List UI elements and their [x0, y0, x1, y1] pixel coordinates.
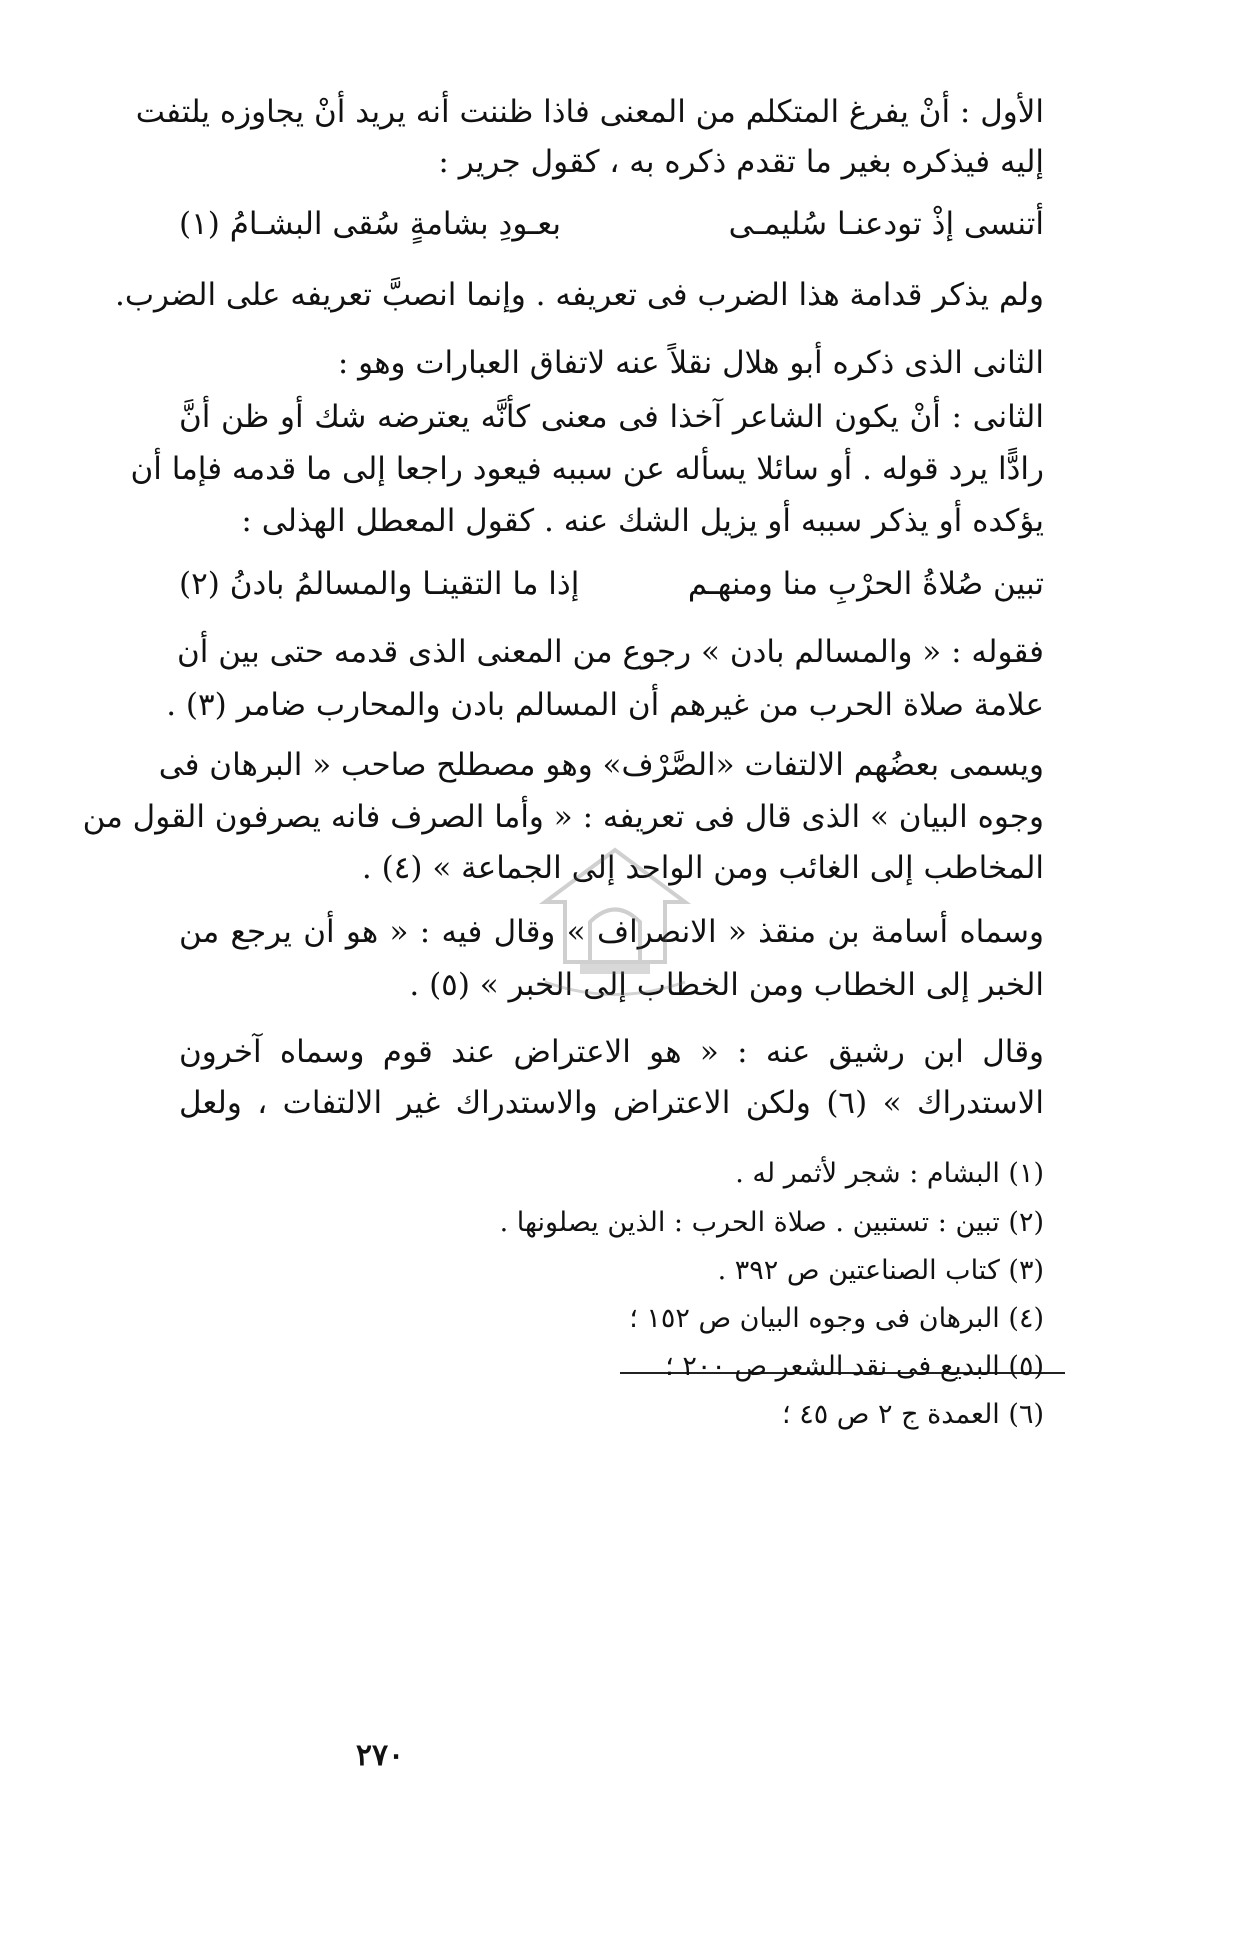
footnote: (٦) العمدة ج ٢ ص ٤٥ ؛ — [782, 1399, 1044, 1430]
body-line: إليه فيذكره بغير ما تقدم ذكره به ، كقول جرير : — [438, 144, 1044, 180]
body-line: الخبر إلى الخطاب ومن الخطاب إلى الخبر » (٥) . — [409, 967, 1044, 1003]
verse-second-hemistich: بعـودِ بشامةٍ سُقى البشـامُ (١) — [179, 206, 561, 242]
footnote: (٢) تبين : تستبين . صلاة الحرب : الذين يصلونها . — [499, 1207, 1044, 1238]
body-line: ويسمى بعضُهم الالتفات «الصَّرْف» وهو مصطلح صاحب « البرهان فى — [158, 747, 1044, 783]
body-line: الاستدراك » (٦) ولكن الاعتراض والاستدراك غير الالتفات ، ولعل — [179, 1085, 1044, 1121]
verse-first-hemistich: أتنسى إذْ تودعنـا سُليمـى — [728, 206, 1044, 242]
page-number: ٢٧٠ — [355, 1738, 405, 1773]
body-line: وجوه البيان » الذى قال فى تعريفه : « وأما الصرف فانه يصرفون القول من — [82, 799, 1044, 835]
poem-verse — [179, 562, 1044, 606]
body-line: ولم يذكر قدامة هذا الضرب فى تعريفه . وإنما انصبَّ تعريفه على الضرب. — [114, 277, 1044, 313]
footnote: (١) البشام : شجر لأثمر له . — [735, 1158, 1044, 1189]
body-line: علامة صلاة الحرب من غيرهم أن المسالم بادن والمحارب ضامر (٣) . — [166, 687, 1044, 723]
verse-second-hemistich: إذا ما التقينـا والمسالمُ بادنُ (٢) — [179, 566, 580, 602]
body-line: المخاطب إلى الغائب ومن الواحد إلى الجماعة » (٤) . — [361, 850, 1044, 886]
footnote: (٣) كتاب الصناعتين ص ٣٩٢ . — [717, 1255, 1044, 1286]
body-line: يؤكده أو يذكر سببه أو يزيل الشك عنه . كقول المعطل الهذلى : — [241, 503, 1044, 539]
verse-first-hemistich: تبين صُلاةُ الحرْبِ منا ومنهـم — [687, 566, 1044, 602]
poem-verse — [179, 202, 1044, 246]
footnote: (٥) البديع فى نقد الشعر ص ٢٠٠ ؛ — [665, 1351, 1044, 1382]
body-line: وسماه أسامة بن منقذ « الانصراف » وقال فيه : « هو أن يرجع من — [179, 914, 1044, 950]
footnote: (٤) البرهان فى وجوه البيان ص ١٥٢ ؛ — [629, 1303, 1044, 1334]
body-line: وقال ابن رشيق عنه : « هو الاعتراض عند قوم وسماه آخرون — [179, 1034, 1044, 1070]
body-line: فقوله : « والمسالم بادن » رجوع من المعنى الذى قدمه حتى بين أن — [176, 634, 1044, 670]
body-line: الثانى : أنْ يكون الشاعر آخذا فى معنى كأنَّه يعترضه شك أو ظن أنَّ — [179, 399, 1044, 435]
body-line: الثانى الذى ذكره أبو هلال نقلاً عنه لاتفاق العبارات وهو : — [337, 345, 1044, 381]
library-stamp-watermark-icon — [535, 842, 695, 992]
body-line: رادًّا يرد قوله . أو سائلا يسأله عن سببه فيعود راجعا إلى ما قدمه فإما أن — [130, 451, 1044, 487]
body-line: الأول : أنْ يفرغ المتكلم من المعنى فاذا ظننت أنه يريد أنْ يجاوزه يلتفت — [135, 94, 1044, 130]
